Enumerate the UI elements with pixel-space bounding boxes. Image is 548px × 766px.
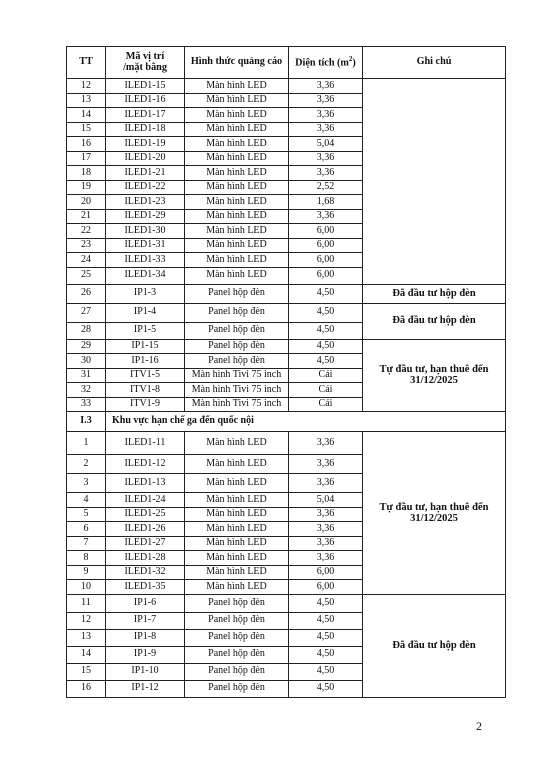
- ad-type: Màn hình LED: [185, 253, 289, 268]
- location-code: ILED1-33: [106, 253, 185, 268]
- ad-type: Panel hộp đèn: [185, 629, 289, 646]
- area-value: Cái: [289, 368, 363, 383]
- location-code: ILED1-18: [106, 122, 185, 137]
- table-row: [67, 339, 506, 354]
- table-body-part-1: [67, 79, 506, 412]
- header-note: Ghi chú: [363, 47, 506, 79]
- ad-type: Panel hộp đèn: [185, 303, 289, 322]
- ad-type: Màn hình LED: [185, 180, 289, 195]
- row-number: 9: [67, 565, 106, 580]
- location-code: ILED1-26: [106, 522, 185, 537]
- table-row: [67, 594, 506, 612]
- area-value: 3,36: [289, 93, 363, 108]
- row-number: 12: [67, 79, 106, 94]
- row-number: 7: [67, 536, 106, 551]
- row-number: 23: [67, 238, 106, 253]
- location-code: IP1-9: [106, 646, 185, 663]
- area-value: 3,36: [289, 108, 363, 123]
- area-value: 3,36: [289, 551, 363, 566]
- header-area-close: ): [352, 57, 356, 69]
- area-value: 4,50: [289, 594, 363, 612]
- ad-type: Màn hình LED: [185, 551, 289, 566]
- row-number: 22: [67, 224, 106, 239]
- area-value: Cái: [289, 383, 363, 398]
- location-code: ILED1-12: [106, 455, 185, 474]
- table-row: [67, 284, 506, 303]
- location-code: ILED1-35: [106, 580, 185, 595]
- row-number: 29: [67, 339, 106, 354]
- location-code: ILED1-28: [106, 551, 185, 566]
- location-code: ILED1-24: [106, 493, 185, 508]
- ad-type: Màn hình LED: [185, 195, 289, 210]
- section-number: I.3: [67, 412, 106, 432]
- ad-type: Màn hình LED: [185, 536, 289, 551]
- ad-type: Màn hình LED: [185, 474, 289, 493]
- ad-type: Màn hình LED: [185, 493, 289, 508]
- area-value: Cái: [289, 397, 363, 412]
- location-code: ILED1-13: [106, 474, 185, 493]
- location-code: ILED1-29: [106, 209, 185, 224]
- area-value: 4,50: [289, 303, 363, 322]
- location-code: IP1-12: [106, 680, 185, 697]
- row-number: 15: [67, 122, 106, 137]
- area-value: 2,52: [289, 180, 363, 195]
- area-value: 3,36: [289, 166, 363, 181]
- row-number: 18: [67, 166, 106, 181]
- location-code: ILED1-30: [106, 224, 185, 239]
- ad-type: Màn hình LED: [185, 565, 289, 580]
- ad-type: Panel hộp đèn: [185, 322, 289, 339]
- row-number: 4: [67, 493, 106, 508]
- area-value: 3,36: [289, 79, 363, 94]
- ad-type: Panel hộp đèn: [185, 339, 289, 354]
- location-code: ITV1-8: [106, 383, 185, 398]
- advertising-table: [66, 46, 506, 698]
- location-code: IP1-5: [106, 322, 185, 339]
- row-number: 6: [67, 522, 106, 537]
- ad-type: Màn hình LED: [185, 166, 289, 181]
- area-value: 4,50: [289, 339, 363, 354]
- row-number: 19: [67, 180, 106, 195]
- ad-type: Màn hình LED: [185, 93, 289, 108]
- area-value: 6,00: [289, 238, 363, 253]
- area-value: 5,04: [289, 137, 363, 152]
- area-value: 3,36: [289, 122, 363, 137]
- header-area-sup: 2: [348, 54, 353, 63]
- row-number: 32: [67, 383, 106, 398]
- ad-type: Màn hình Tivi 75 inch: [185, 368, 289, 383]
- header-code: [106, 47, 185, 79]
- area-value: 3,36: [289, 536, 363, 551]
- section-row: [67, 412, 506, 432]
- row-number: 30: [67, 354, 106, 369]
- ad-type: Panel hộp đèn: [185, 354, 289, 369]
- area-value: 6,00: [289, 580, 363, 595]
- row-number: 27: [67, 303, 106, 322]
- location-code: ILED1-21: [106, 166, 185, 181]
- row-number: 5: [67, 507, 106, 522]
- location-code: IP1-4: [106, 303, 185, 322]
- header-area: [289, 47, 363, 79]
- area-value: 3,36: [289, 522, 363, 537]
- section-title: Khu vực hạn chế ga đến quốc nội: [106, 412, 506, 432]
- page-number: 2: [476, 719, 482, 733]
- ad-type: Màn hình LED: [185, 580, 289, 595]
- row-number: 8: [67, 551, 106, 566]
- location-code: ILED1-23: [106, 195, 185, 210]
- location-code: ILED1-11: [106, 432, 185, 455]
- location-code: ILED1-25: [106, 507, 185, 522]
- ad-type: Màn hình LED: [185, 522, 289, 537]
- area-value: 4,50: [289, 663, 363, 680]
- row-number: 14: [67, 646, 106, 663]
- row-number: 17: [67, 151, 106, 166]
- row-number: 15: [67, 663, 106, 680]
- area-value: 3,36: [289, 474, 363, 493]
- location-code: ILED1-19: [106, 137, 185, 152]
- section-body: [67, 412, 506, 432]
- area-value: 3,36: [289, 432, 363, 455]
- ad-type: Panel hộp đèn: [185, 284, 289, 303]
- ad-type: Panel hộp đèn: [185, 646, 289, 663]
- row-number: 26: [67, 284, 106, 303]
- area-value: 3,36: [289, 455, 363, 474]
- table-body-part-2: [67, 432, 506, 698]
- row-number: 10: [67, 580, 106, 595]
- ad-type: Màn hình LED: [185, 108, 289, 123]
- ad-type: Panel hộp đèn: [185, 594, 289, 612]
- row-number: 24: [67, 253, 106, 268]
- ad-type: Màn hình LED: [185, 238, 289, 253]
- location-code: ILED1-32: [106, 565, 185, 580]
- location-code: ILED1-17: [106, 108, 185, 123]
- location-code: IP1-6: [106, 594, 185, 612]
- ad-type: Panel hộp đèn: [185, 663, 289, 680]
- ad-type: Màn hình LED: [185, 151, 289, 166]
- area-value: 3,36: [289, 151, 363, 166]
- area-value: 4,50: [289, 354, 363, 369]
- ad-type: Màn hình LED: [185, 79, 289, 94]
- area-value: 4,50: [289, 629, 363, 646]
- area-value: 1,68: [289, 195, 363, 210]
- area-value: 4,50: [289, 612, 363, 629]
- ad-type: Màn hình LED: [185, 224, 289, 239]
- header-code-line2: /mặt bằng: [123, 61, 167, 73]
- row-number: 14: [67, 108, 106, 123]
- area-value: 4,50: [289, 284, 363, 303]
- row-number: 12: [67, 612, 106, 629]
- area-value: 4,50: [289, 322, 363, 339]
- ad-type: Màn hình LED: [185, 137, 289, 152]
- row-number: 25: [67, 267, 106, 284]
- ad-type: Màn hình LED: [185, 209, 289, 224]
- location-code: IP1-16: [106, 354, 185, 369]
- location-code: IP1-7: [106, 612, 185, 629]
- ad-type: Màn hình LED: [185, 267, 289, 284]
- ad-type: Màn hình LED: [185, 122, 289, 137]
- row-number: 20: [67, 195, 106, 210]
- ad-type: Màn hình LED: [185, 455, 289, 474]
- row-number: 2: [67, 455, 106, 474]
- row-number: 13: [67, 629, 106, 646]
- row-number: 11: [67, 594, 106, 612]
- table-row: [67, 432, 506, 455]
- location-code: ILED1-31: [106, 238, 185, 253]
- location-code: IP1-15: [106, 339, 185, 354]
- location-code: IP1-10: [106, 663, 185, 680]
- row-number: 16: [67, 680, 106, 697]
- area-value: 6,00: [289, 224, 363, 239]
- location-code: ILED1-20: [106, 151, 185, 166]
- row-number: 3: [67, 474, 106, 493]
- area-value: 6,00: [289, 253, 363, 268]
- table-row: [67, 303, 506, 322]
- row-number: 21: [67, 209, 106, 224]
- row-number: 31: [67, 368, 106, 383]
- location-code: ITV1-9: [106, 397, 185, 412]
- header-type: Hình thức quảng cáo: [185, 47, 289, 79]
- row-number: 28: [67, 322, 106, 339]
- note-cell: Đã đầu tư hộp đèn: [363, 284, 506, 303]
- location-code: ITV1-5: [106, 368, 185, 383]
- ad-type: Màn hình LED: [185, 432, 289, 455]
- area-value: 6,00: [289, 267, 363, 284]
- area-value: 6,00: [289, 565, 363, 580]
- row-number: 33: [67, 397, 106, 412]
- ad-type: Màn hình LED: [185, 507, 289, 522]
- location-code: IP1-8: [106, 629, 185, 646]
- header-code-line1: Mã vị trí: [125, 50, 165, 62]
- header-row: [67, 47, 506, 79]
- header-tt: TT: [67, 47, 106, 79]
- location-code: ILED1-22: [106, 180, 185, 195]
- document-page: [66, 46, 505, 698]
- note-cell: Đã đầu tư hộp đèn: [363, 594, 506, 697]
- note-cell: [363, 79, 506, 285]
- note-cell: Tự đầu tư, hạn thuê đến 31/12/2025: [363, 432, 506, 595]
- row-number: 16: [67, 137, 106, 152]
- location-code: ILED1-34: [106, 267, 185, 284]
- area-value: 3,36: [289, 209, 363, 224]
- table-row: [67, 79, 506, 94]
- ad-type: Panel hộp đèn: [185, 612, 289, 629]
- note-cell: Đã đầu tư hộp đèn: [363, 303, 506, 339]
- area-value: 5,04: [289, 493, 363, 508]
- location-code: ILED1-15: [106, 79, 185, 94]
- area-value: 3,36: [289, 507, 363, 522]
- row-number: 13: [67, 93, 106, 108]
- location-code: IP1-3: [106, 284, 185, 303]
- ad-type: Màn hình Tivi 75 inch: [185, 383, 289, 398]
- row-number: 1: [67, 432, 106, 455]
- ad-type: Màn hình Tivi 75 inch: [185, 397, 289, 412]
- location-code: ILED1-16: [106, 93, 185, 108]
- note-cell: Tự đầu tư, hạn thuê đến 31/12/2025: [363, 339, 506, 412]
- ad-type: Panel hộp đèn: [185, 680, 289, 697]
- area-value: 4,50: [289, 680, 363, 697]
- header-area-label: Diện tích (m: [295, 57, 349, 69]
- location-code: ILED1-27: [106, 536, 185, 551]
- area-value: 4,50: [289, 646, 363, 663]
